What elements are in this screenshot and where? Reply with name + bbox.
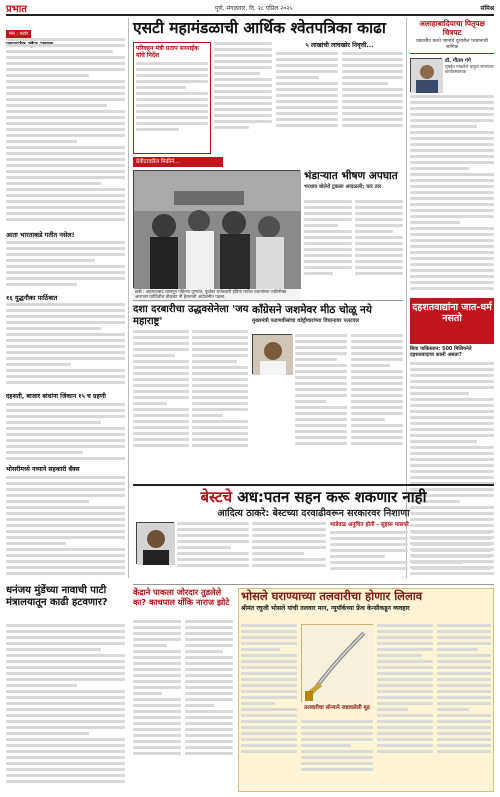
sword-photo — [301, 624, 373, 702]
aaditya-photo — [136, 522, 174, 564]
accident-body-1 — [304, 200, 352, 300]
best-headline-red: बेस्टचे — [200, 488, 233, 506]
sword-subtitle: श्रीमंत रघुजी भोसले यांची तलवार मान, न्यूयॉर्कच्या फ्रेंच केन्सीकडून व्यवहार — [241, 605, 410, 612]
left-sub4: भोसरीमध्ये नव्याने सहकारी बॅंक्स — [6, 466, 80, 473]
person-name: डॉ. गौतम गंगे — [445, 58, 471, 64]
terror-title: दहशतवाद्यांना जात-धर्म नसतो — [412, 302, 492, 324]
terror-box — [410, 298, 494, 344]
left-sub2: १६ युद्धनौका पाठिंबात — [6, 294, 58, 302]
best-right-sub: भाडेवाढ अनुचित होती - सुहास मासपरे — [330, 522, 409, 528]
sword-body-2 — [301, 720, 373, 788]
bottom-left-headline: केंद्राने पाकला जोरदार तुडलेले का? काचपाल योंकि नाराज झोटे — [133, 587, 230, 607]
left-body-2 — [6, 241, 125, 291]
middle-left-headline: दशा दरबारीचा उद्धवसेनेला 'जय महाराष्ट्र' — [133, 304, 249, 327]
best-body-4 — [412, 531, 491, 581]
right-body-1 — [410, 95, 494, 295]
lead-headline: एसटी महामंडळाची आर्थिक श्वेतपत्रिका काढा — [133, 19, 386, 37]
left-bottom-title: धनंजय मुंडेंच्या नावाची पाटी मंत्रालयातून काढी हटवणार? — [6, 585, 108, 608]
sword-headline: भोसले घराण्याच्या तलवारीचा होणार लिलाव — [241, 589, 423, 603]
person-avatar-icon — [411, 59, 443, 93]
left-body-4 — [6, 403, 125, 465]
best-body-3 — [330, 531, 408, 581]
right-box-title: अलाहाबादियाचा पितृपक्ष चित्रपट — [419, 19, 485, 37]
best-subheadline: आदित्य ठाकरे: बेस्टच्या दरवाढीवरून सरकारवर निशाणा — [217, 508, 410, 519]
middle-right-body-1 — [295, 334, 347, 480]
sword-icon — [302, 625, 374, 703]
sword-body-1 — [241, 624, 297, 788]
left-body-5 — [6, 476, 125, 581]
bottom-left-body-1 — [133, 620, 181, 792]
middle-left-body-1 — [133, 330, 189, 480]
terror-subtitle: बिया पाकिस्तान: 500 मिलियनेते दहशतवादाचा काली असता? — [410, 346, 472, 358]
middle-right-body-2 — [351, 334, 403, 480]
middle-left-body-2 — [192, 330, 248, 480]
fadnavis-photo — [252, 334, 292, 374]
lead-inset-title: परिवहन मंत्री प्रताप सरनाईक यांचे निर्देश — [136, 45, 199, 59]
left-kicker: मन : धरार — [6, 30, 31, 38]
left-bottom-body — [6, 624, 125, 792]
sword-body-4 — [437, 624, 491, 788]
lead-inset-box — [133, 42, 211, 154]
teaser-ribbon: ग्रेवीटरवरील मिक्रीने... — [133, 157, 223, 167]
best-headline — [136, 489, 491, 506]
left-body-3 — [6, 303, 125, 391]
left-sub1: आता भारताकडे गतीत नसेल! — [6, 231, 75, 239]
section-label: संमिश्र — [480, 5, 494, 12]
right-box-subtitle: प्रकाशीत करते जामाचे दूरवरील परवानाची जागिक — [416, 39, 488, 50]
portrait-icon — [253, 335, 293, 375]
person-caption: मुंबईत नाबलेले चाहुल सत्यपाल कार्यवस्थापक — [445, 65, 494, 76]
accident-body-2 — [355, 200, 403, 300]
best-headline-rest: अध:पतन सहन करू शकणार नाही — [237, 488, 427, 506]
lead-body-2 — [276, 52, 338, 154]
right-box — [410, 20, 494, 54]
left-body-1 — [6, 38, 125, 228]
middle-right-headline: कॉंग्रेसने जशमेवर मीठ चोळू नये — [252, 304, 372, 316]
best-body-2 — [252, 522, 326, 580]
lead-photo — [133, 170, 300, 288]
bottom-left-body-2 — [185, 620, 233, 792]
best-body-1 — [177, 522, 249, 580]
lead-body-3 — [342, 52, 403, 154]
crowd-photo-icon — [134, 171, 301, 289]
lead-photo-caption: छत्री : अहमदाबाद चालपून पहिल्या पुण्यांत, पूर्वावर राजेश्वारी इंडिया मधील प्रधानांच्या व्यतिरीक्त आरपास प्राप्तितील डीकवट नी हैरानाची अंदोलनीत पडला. — [133, 289, 300, 302]
masthead — [6, 2, 494, 16]
accident-headline: भंडाऱ्यात भीषण अपघात — [304, 170, 398, 182]
left-sub3: दहशती, बाजार बांधांना जिंकान १५ च ग्रहणी — [6, 393, 106, 400]
newspaper-logo: प्रभात — [6, 4, 28, 15]
sword-body-3 — [377, 624, 433, 788]
accident-subtitle: भरधाव बोलेरो ट्रकला आदळली; चार ठार — [304, 184, 382, 190]
middle-right-subtitle: मुख्यमंत्री फडणवीसांचा वडेट्टीवारांच्या विधानावर पलटवार — [252, 318, 360, 324]
sword-side-label: तलवारीचा सोन्याने जडावलेली मूठ — [304, 705, 370, 711]
date-line: पुणे, मंगळवार, दि. २८ एप्रिल २०२५ — [214, 5, 293, 12]
lead-body-1 — [214, 42, 272, 154]
portrait-icon — [137, 523, 175, 565]
lead-inset-title-2: ५ लाखांची लाचखोर निवृत्ती... — [305, 42, 374, 49]
person-photo — [410, 58, 442, 92]
